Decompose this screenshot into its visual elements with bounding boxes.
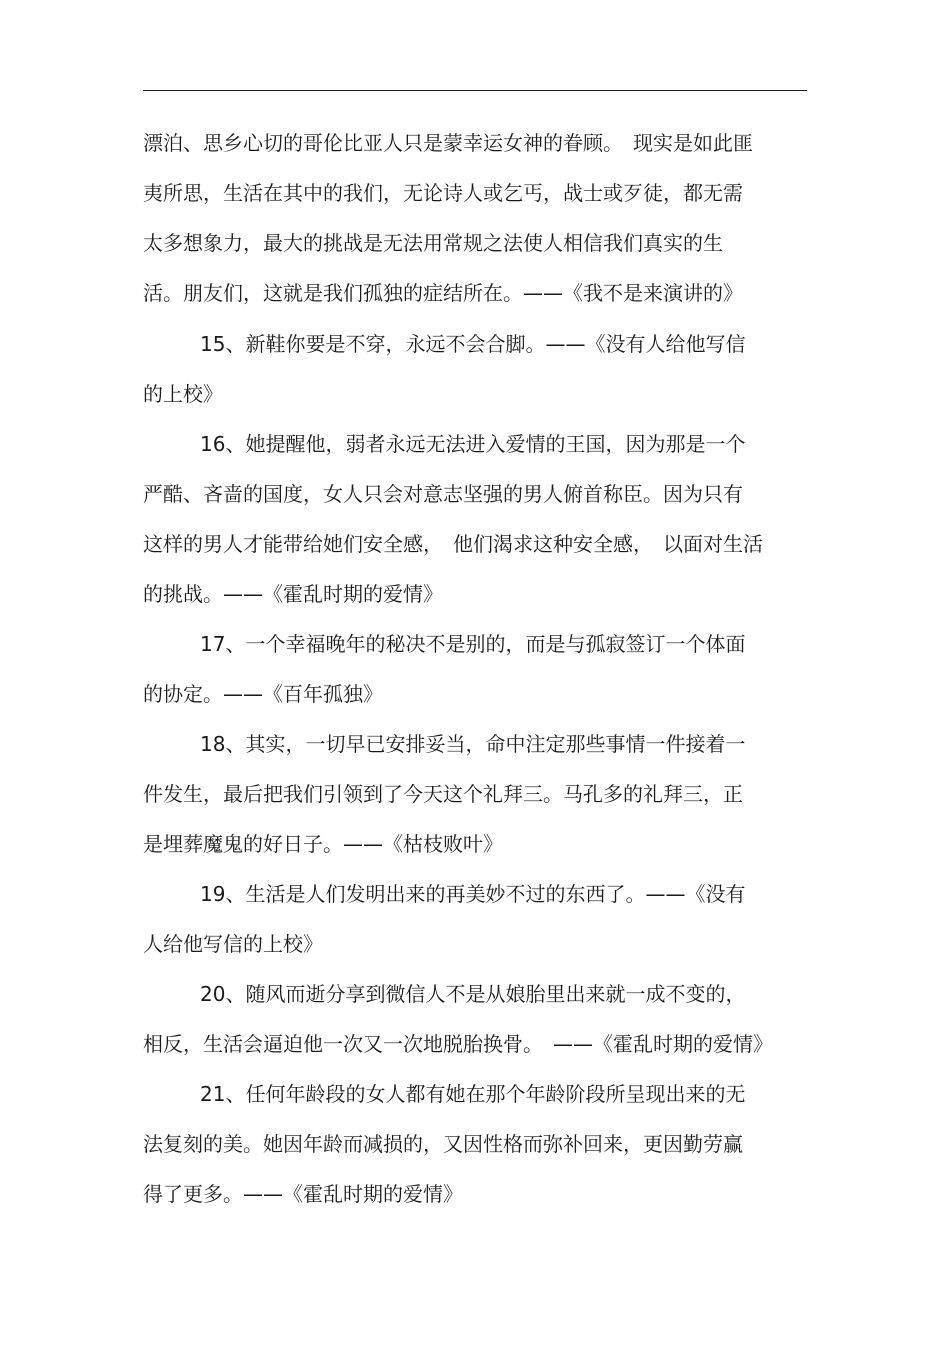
text-line: 太多想象力，最大的挑战是无法用常规之法使人相信我们真实的生 xyxy=(143,231,723,255)
text-line: 件发生，最后把我们引领到了今天这个礼拜三。马孔多的礼拜三，正 xyxy=(143,782,743,806)
quote-19-first-line: 19、生活是人们发明出来的再美妙不过的东西了。——《没有 xyxy=(200,882,746,906)
text-line: 严酷、吝啬的国度，女人只会对意志坚强的男人俯首称臣。因为只有 xyxy=(143,482,743,506)
text-line: 得了更多。——《霍乱时期的爱情》 xyxy=(143,1182,463,1206)
quote-21-first-line: 21、任何年龄段的女人都有她在那个年龄阶段所呈现出来的无 xyxy=(200,1082,746,1106)
text-line: 是埋葬魔鬼的好日子。——《枯枝败叶》 xyxy=(143,832,503,856)
text-line: 人给他写信的上校》 xyxy=(143,932,323,956)
quote-17-first-line: 17、一个幸福晚年的秘决不是别的，而是与孤寂签订一个体面 xyxy=(200,632,746,656)
text-line: 这样的男人才能带给她们安全感， 他们渴求这种安全感， 以面对生活 xyxy=(143,532,763,556)
text-line: 活。朋友们，这就是我们孤独的症结所在。——《我不是来演讲的》 xyxy=(143,281,743,305)
text-line: 夷所思，生活在其中的我们，无论诗人或乞丐，战士或歹徒，都无需 xyxy=(143,181,743,205)
header-rule xyxy=(143,90,807,91)
text-line: 漂泊、思乡心切的哥伦比亚人只是蒙幸运女神的眷顾。 现实是如此匪 xyxy=(143,131,753,155)
text-line: 的上校》 xyxy=(143,382,223,406)
quote-15-first-line: 15、新鞋你要是不穿，永远不会合脚。——《没有人给他写信 xyxy=(200,332,746,356)
text-line: 相反，生活会逼迫他一次又一次地脱胎换骨。 ——《霍乱时期的爱情》 xyxy=(143,1032,773,1056)
quote-16-first-line: 16、她提醒他，弱者永远无法进入爱情的王国，因为那是一个 xyxy=(200,432,746,456)
text-line: 的挑战。——《霍乱时期的爱情》 xyxy=(143,582,443,606)
quote-18-first-line: 18、其实，一切早已安排妥当，命中注定那些事情一件接着一 xyxy=(200,732,746,756)
text-line: 的协定。——《百年孤独》 xyxy=(143,682,383,706)
text-line: 法复刻的美。她因年龄而减损的，又因性格而弥补回来，更因勤劳赢 xyxy=(143,1132,743,1156)
quote-20-first-line: 20、随风而逝分享到微信人不是从娘胎里出来就一成不变的， xyxy=(200,982,746,1006)
